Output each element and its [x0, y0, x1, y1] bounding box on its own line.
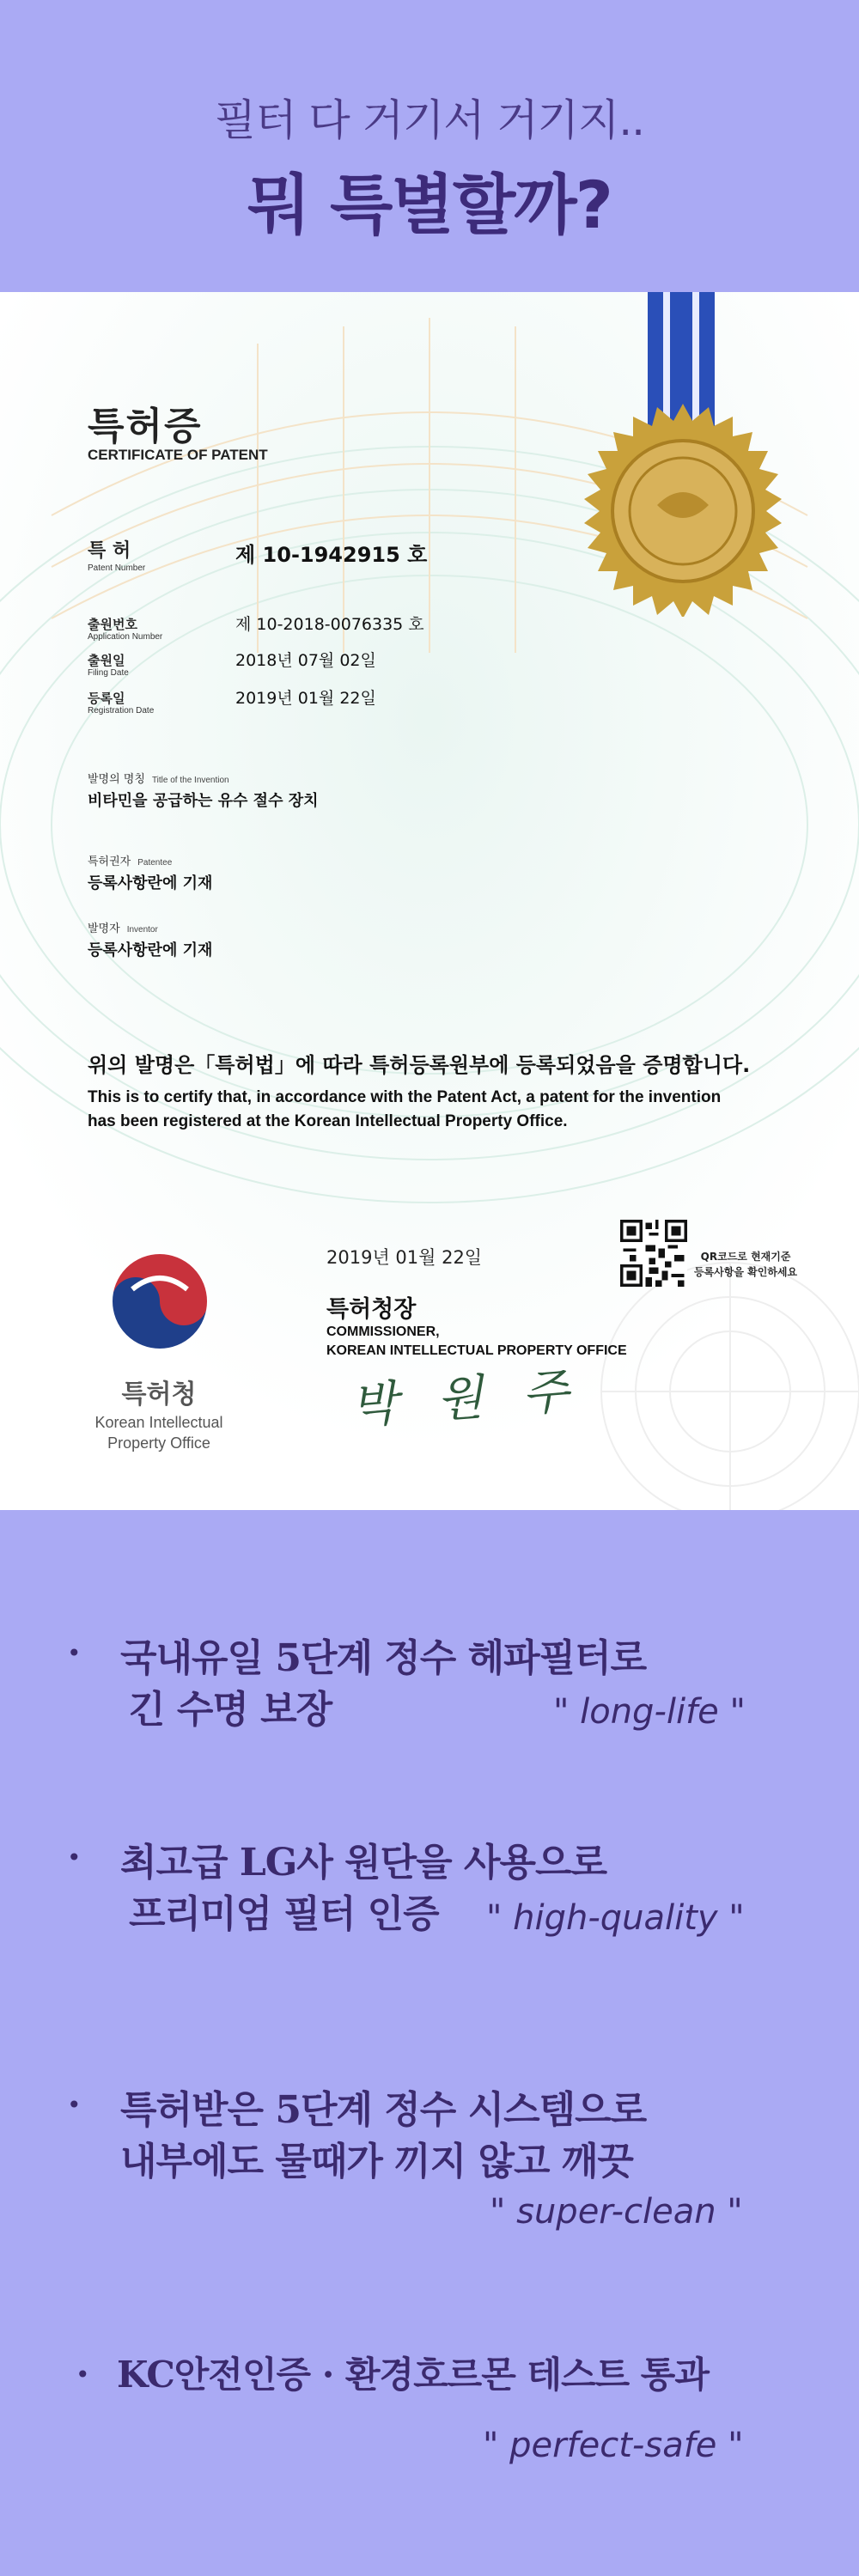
kipo-name-en-line1: Korean Intellectual	[94, 1414, 223, 1431]
commissioner-en-line1: COMMISSIONER,	[326, 1325, 440, 1339]
invention-title-label-en: Title of the Invention	[151, 776, 229, 785]
registration-date-label-en: Registration Date	[88, 706, 155, 716]
filing-date-value: 2018년 07월 02일	[235, 651, 376, 670]
invention-title-label-ko: 발명의 명칭	[88, 773, 145, 786]
patent-number-label-en: Patent Number	[88, 563, 146, 573]
commissioner-title-en	[326, 1323, 627, 1361]
hero-title: 뭐 특별할까?	[247, 167, 612, 243]
certification-statement-ko: 위의 발명은「특허법」에 따라 특허등록원부에 등록되었음을 증명합니다.	[88, 1053, 751, 1077]
feature-tag: " super-clean "	[490, 2192, 743, 2232]
application-number-value: 제 10-2018-0076335 호	[235, 615, 424, 634]
invention-title-value: 비타민을 공급하는 유수 절수 장치	[88, 792, 319, 810]
feature-line: 긴 수명 보장	[129, 1688, 332, 1732]
certificate-title-en: CERTIFICATE OF PATENT	[88, 447, 268, 463]
bullet-icon: •	[67, 2091, 82, 2119]
inventor-label-ko: 발명자	[88, 923, 120, 935]
patentee-label	[88, 852, 172, 868]
feature-tag: " perfect-safe "	[483, 2426, 744, 2465]
inventor-value: 등록사항란에 기재	[88, 941, 213, 959]
features-section	[0, 1510, 859, 2576]
patent-certificate	[0, 292, 859, 1510]
patent-number-label: 특 허	[88, 540, 131, 562]
bullet-icon: •	[67, 1639, 82, 1667]
hero-subtitle: 필터 다 거기서 거기지..	[214, 95, 645, 145]
issue-date: 2019년 01월 22일	[326, 1247, 483, 1268]
registration-date-label: 등록일	[88, 691, 125, 706]
feature-tag: " long-life "	[553, 1692, 746, 1732]
feature-line: KC안전인증 · 환경호르몬 테스트 통과	[117, 2354, 709, 2396]
kipo-name-en-line2: Property Office	[107, 1434, 210, 1452]
filing-date-label-en: Filing Date	[88, 668, 129, 678]
qr-instructions-line2: 등록사항을 확인하세요	[694, 1266, 798, 1278]
commissioner-signature: 박 원 주	[349, 1362, 583, 1435]
application-number-label-en: Application Number	[88, 632, 163, 642]
feature-line: 국내유일 5단계 정수 헤파필터로	[120, 1636, 647, 1680]
inventor-label-en: Inventor	[126, 925, 158, 935]
feature-line: 내부에도 물때가 끼지 않고 깨끗	[120, 2140, 633, 2183]
filing-date-label: 출원일	[88, 653, 125, 668]
commissioner-en-line2: KOREAN INTELLECTUAL PROPERTY OFFICE	[326, 1343, 627, 1359]
patent-number-value: 제 10-1942915 호	[235, 543, 428, 567]
kipo-taegeuk-logo-icon	[108, 1250, 211, 1353]
qr-code-icon[interactable]	[620, 1220, 687, 1287]
bullet-icon: •	[76, 2360, 90, 2389]
feature-line: 프리미엄 필터 인증	[129, 1892, 439, 1936]
patentee-value: 등록사항란에 기재	[88, 874, 213, 892]
registration-date-value: 2019년 01월 22일	[235, 689, 376, 708]
qr-instructions-line1: QR코드로 현재기준	[700, 1251, 791, 1263]
commissioner-title-ko: 특허청장	[326, 1296, 417, 1323]
certification-statement-en-2: has been registered at the Korean Intellectual Property Office.	[88, 1112, 568, 1130]
feature-line: 최고급 LG사 원단을 사용으로	[120, 1841, 607, 1885]
certification-statement-en-1: This is to certify that, in accordance with the Patent Act, a patent for the invention	[88, 1088, 722, 1106]
qr-instructions	[694, 1249, 797, 1280]
certificate-title: 특허증	[88, 405, 203, 448]
kipo-name-en	[77, 1412, 241, 1454]
hero-section	[0, 0, 859, 292]
patentee-label-en: Patentee	[137, 858, 173, 868]
feature-tag: " high-quality "	[486, 1898, 745, 1938]
invention-title-label	[88, 770, 229, 786]
application-number-label: 출원번호	[88, 617, 137, 632]
patentee-label-ko: 특허권자	[88, 856, 131, 868]
inventor-label	[88, 919, 158, 935]
gold-seal-icon	[576, 402, 790, 617]
kipo-name-ko: 특허청	[121, 1379, 197, 1410]
feature-line: 특허받은 5단계 정수 시스템으로	[120, 2088, 647, 2132]
bullet-icon: •	[67, 1843, 82, 1872]
